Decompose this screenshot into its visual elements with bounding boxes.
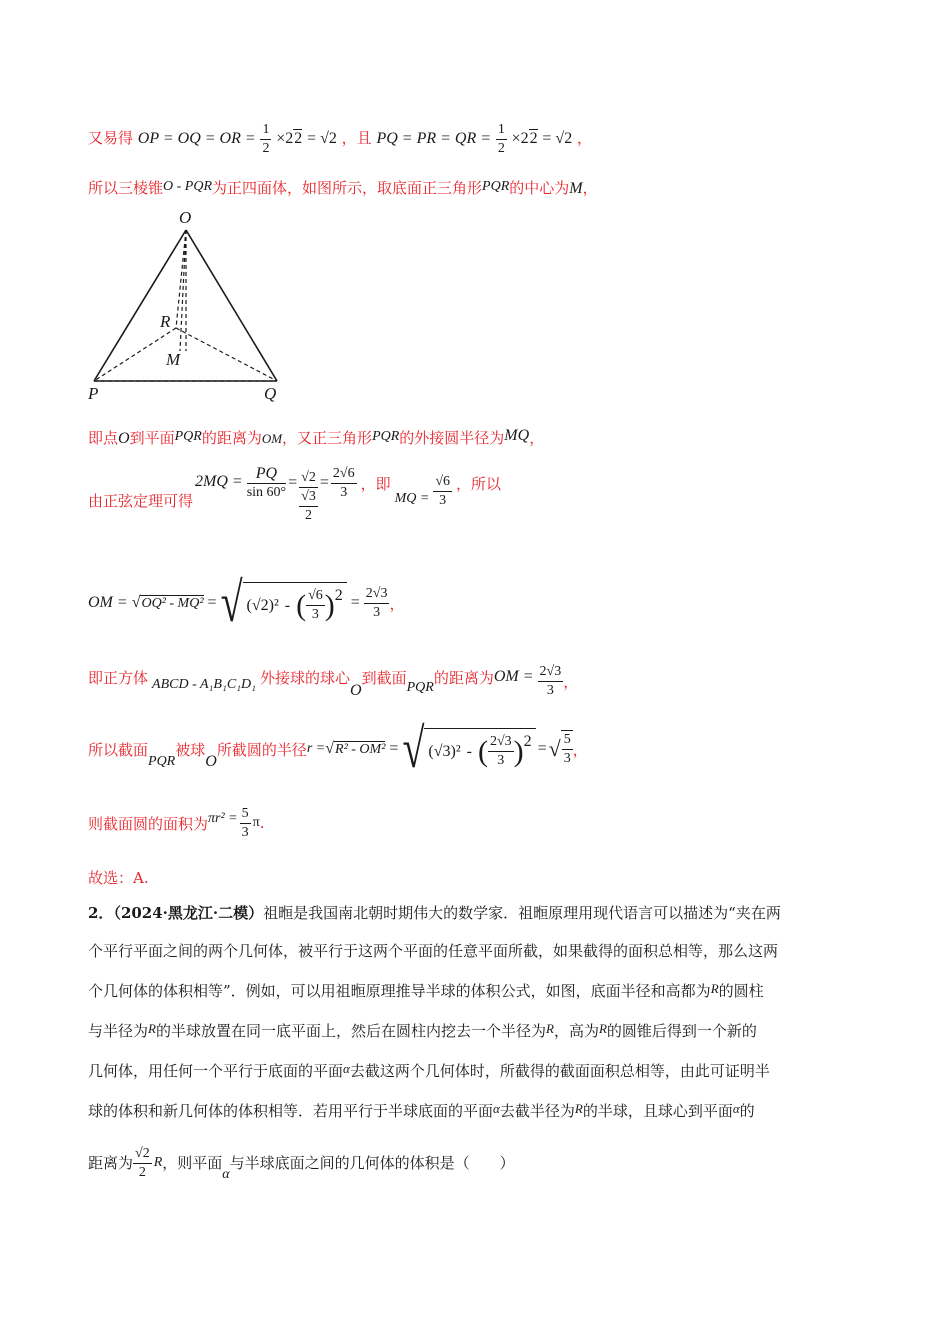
text-f: ，: [529, 429, 545, 447]
tail: ，: [572, 740, 588, 759]
center-label: M: [569, 180, 583, 197]
text-a: 所以截面: [88, 740, 149, 759]
cube-label: ABCD - A₁B₁C₁D₁: [152, 677, 256, 692]
problem-line-4: [88, 1010, 863, 1050]
term-root3-sq: (√3)²: [428, 742, 461, 760]
minus: -: [466, 742, 472, 760]
text-a: 即点: [88, 429, 119, 447]
num-root6: √6: [433, 473, 452, 492]
text-e: ，: [563, 672, 579, 691]
minus: -: [284, 596, 291, 614]
problem-text-6d: 的: [739, 1102, 755, 1120]
om-result: [364, 585, 390, 622]
eq-area: πr² =: [208, 811, 238, 826]
num-2root3: 2√3: [488, 733, 514, 752]
num-2root3: 2√3: [538, 663, 564, 682]
area-fraction: [240, 805, 251, 842]
tetra-label: O - PQR: [163, 179, 213, 194]
answer-line: 故选：A.: [88, 869, 149, 887]
var-alpha: α: [493, 1101, 500, 1116]
var-alpha: α: [222, 1167, 230, 1182]
num-pq: PQ: [247, 465, 286, 484]
line-1: [88, 118, 592, 158]
problem-line-3: [88, 970, 863, 1010]
om-fraction: [538, 663, 564, 700]
text-a: 由正弦定理可得: [88, 491, 194, 510]
problem-text-4a: 与半径为: [88, 1022, 149, 1040]
text-a: 则截面圆的面积为: [88, 814, 209, 833]
tetrahedron-figure: [80, 208, 300, 408]
problem-line-1: [88, 894, 863, 932]
tetrahedron-svg: [80, 208, 300, 408]
tail: ，: [389, 594, 405, 613]
text-b: 外接球的球心: [260, 668, 351, 687]
problem-text-2: 个平行平面之间的两个几何体，被平行于这两个平面的任意平面所截，如果截得的面积总相等，那么这两: [88, 942, 779, 960]
den-3: 3: [311, 607, 319, 622]
den-3: 3: [497, 753, 505, 768]
text-d: ，又正三角形: [282, 429, 373, 447]
center-m-label: M: [166, 350, 181, 369]
problem-line-2: [88, 932, 863, 970]
num-root2: √2: [133, 1145, 152, 1164]
line-4: 由正弦定理可得 2MQ = $\frac{PQ}{\sin 60^\circ}$ = √2 √3 2 = $\frac{2√6}{3}$ ，即 MQ = $\frac{√6}{3}$ ，所以: [88, 464, 502, 523]
mq-label: MQ: [504, 427, 530, 444]
mq-fraction: [433, 473, 452, 510]
line-8: [88, 800, 264, 846]
result-fraction: [331, 465, 357, 502]
radicand: OQ² - MQ²: [141, 595, 204, 611]
den-3-b: 3: [439, 492, 447, 508]
problem-text-4d: 的圆锥后得到一个新的: [606, 1022, 757, 1040]
num-root6: √6: [306, 587, 325, 606]
line-6: [88, 658, 578, 704]
half-fraction-2: [496, 121, 507, 158]
text-c: 所截圆的半径: [216, 740, 307, 759]
text-b: ，即: [360, 474, 391, 493]
text-lead: 又易得: [88, 129, 134, 147]
result-root-2-b: = √2: [542, 130, 573, 147]
line-7: 所以截面 PQR 被球 O 所截圆的半径 r = √ R² - OM² = √ (√3)² - ( $\frac{2√3}{3}$ ) 2 = √ $\frac{5}{3}$ ，: [88, 716, 588, 780]
problem-text-7a: 距离为: [88, 1154, 134, 1172]
den-3: 3: [241, 824, 249, 840]
eq-r: r =: [306, 741, 326, 756]
problem-line-6: [88, 1090, 863, 1130]
var-r: R: [545, 1021, 554, 1036]
term-root2-sq: (√2)²: [246, 596, 279, 614]
problem-line-5: [88, 1050, 863, 1090]
radicand: R² - OM²: [335, 741, 386, 757]
var-r: R: [710, 981, 719, 996]
eq-om: OM =: [493, 668, 534, 685]
problem-text-3: 个几何体的体积相等”．例如，可以用祖暅原理推导半球的体积公式，如图，底面半径和高都为: [88, 982, 711, 1000]
root2-over-2: [133, 1145, 152, 1182]
text-d: 的距离为: [433, 668, 494, 687]
eq-2mq: 2MQ =: [195, 473, 243, 490]
connector: ，且: [341, 129, 372, 147]
problem-text-4c: ，高为: [553, 1022, 599, 1040]
text-b: 被球: [175, 740, 206, 759]
line-3: [88, 423, 544, 452]
problem-line-7: [88, 1130, 863, 1196]
tail: ，: [577, 129, 593, 147]
den-3: 3: [546, 682, 554, 698]
var-r: R: [574, 1101, 583, 1116]
text-c: 的中心为: [509, 179, 570, 197]
vertex-q-label: Q: [264, 384, 277, 403]
problem-text-1: 祖暅是我国南北朝时期伟大的数学家．祖暅原理用现代语言可以描述为“夹在两: [263, 904, 781, 922]
half-den: 2: [262, 140, 270, 156]
equals: =: [207, 594, 217, 611]
problem-text-7c: 与半球底面之间的几何体的体积是（ ）: [229, 1154, 515, 1172]
den-3-b: 3: [563, 751, 571, 766]
line-5: OM = √ OQ² - MQ² = √ (√2)² - ( $\frac{√6}{3}$ ) 2 = $\frac{2√3}{3}$ ，: [88, 570, 405, 634]
var-r: R: [598, 1021, 607, 1036]
var-r: R: [153, 1155, 163, 1170]
problem-text-6c: 的半球，且球心到平面: [582, 1102, 733, 1120]
root-2: 2: [294, 130, 303, 147]
den-3: 3: [340, 484, 348, 500]
result-root-2: = √2: [307, 130, 337, 147]
tail: .: [259, 814, 265, 832]
num-root2: √2: [299, 469, 318, 488]
times-2-b: ×2: [511, 130, 529, 147]
var-alpha: α: [343, 1061, 350, 1076]
o-label: O: [205, 753, 217, 770]
text-c: 到截面: [361, 668, 407, 687]
equals: =: [389, 740, 399, 757]
pi: π: [252, 815, 260, 830]
den-root3: √3: [299, 488, 318, 507]
half-num: 1: [260, 121, 271, 140]
half-den-2: 2: [497, 140, 505, 156]
problem-text-5a: 几何体，用任何一个平行于底面的平面: [88, 1062, 344, 1080]
problem-text-5b: 去截这两个几何体时，所截得的截面面积总相等，由此可证明半: [349, 1062, 770, 1080]
root6-over-3: [306, 587, 325, 624]
text-a: 即正方体: [88, 668, 149, 687]
plane-label: PQR: [406, 680, 434, 695]
text-b: 到平面: [129, 429, 175, 447]
problem-text-4b: 的半球放置在同一底平面上，然后在圆柱内挖去一个半径为: [155, 1022, 546, 1040]
o-label: O: [118, 430, 130, 447]
o-label: O: [350, 682, 362, 699]
den-2: 2: [138, 1164, 146, 1180]
om-label: OM: [261, 431, 283, 446]
problem-text-6a: 球的体积和新几何体的体积相等．若用平行于半球底面的平面: [88, 1102, 494, 1120]
den-3-b: 3: [373, 604, 381, 620]
triangle-label: PQR: [482, 179, 510, 194]
problem-2: [88, 894, 863, 1196]
triangle-label: PQR: [372, 429, 400, 444]
den-sin60: sin 60°: [246, 484, 287, 500]
line-2: [88, 174, 598, 202]
half-num-2: 1: [496, 121, 507, 140]
vertex-r-label: R: [160, 312, 171, 331]
eq-om: OM =: [88, 594, 128, 611]
plane-label: PQR: [174, 429, 202, 444]
root-5-over-3: [561, 730, 573, 768]
text-c: 的距离为: [201, 429, 262, 447]
half-fraction: [260, 121, 271, 158]
eq-mq: MQ =: [394, 491, 430, 506]
text-c: ，所以: [456, 474, 502, 493]
problem-number: 2．: [88, 904, 114, 922]
vertex-p-label: P: [88, 384, 99, 403]
pq-over-sin: [247, 465, 286, 502]
text-a: 所以三棱锥: [88, 179, 164, 197]
equals-2: =: [537, 740, 547, 757]
num-5: 5: [240, 805, 251, 824]
problem-text-7b: ，则平面: [162, 1154, 223, 1172]
eq-pq: PQ = PR = QR =: [376, 130, 492, 147]
root2-over-root3half: [299, 469, 318, 525]
var-alpha: α: [732, 1101, 740, 1116]
den-2: 2: [305, 508, 313, 523]
times-2: ×2: [276, 130, 294, 147]
text-d: ，: [582, 179, 598, 197]
root-2-b: 2: [529, 130, 538, 147]
eq-op: OP = OQ = OR =: [137, 130, 256, 147]
2root3-over-3: [488, 733, 514, 770]
num-2root6: 2√6: [331, 465, 357, 484]
num-5: 5: [562, 731, 573, 750]
num-2root3: 2√3: [364, 585, 390, 604]
vertex-o-label: O: [179, 208, 192, 227]
problem-text-3b: 的圆柱: [718, 982, 764, 1000]
problem-text-6b: 去截半径为: [499, 1102, 575, 1120]
text-b: 为正四面体，如图所示，取底面正三角形: [212, 179, 483, 197]
text-e: 的外接圆半径为: [399, 429, 505, 447]
problem-source: （2024·黑龙江·二模）: [113, 904, 264, 922]
var-r: R: [148, 1021, 156, 1036]
plane-label: PQR: [148, 754, 176, 769]
